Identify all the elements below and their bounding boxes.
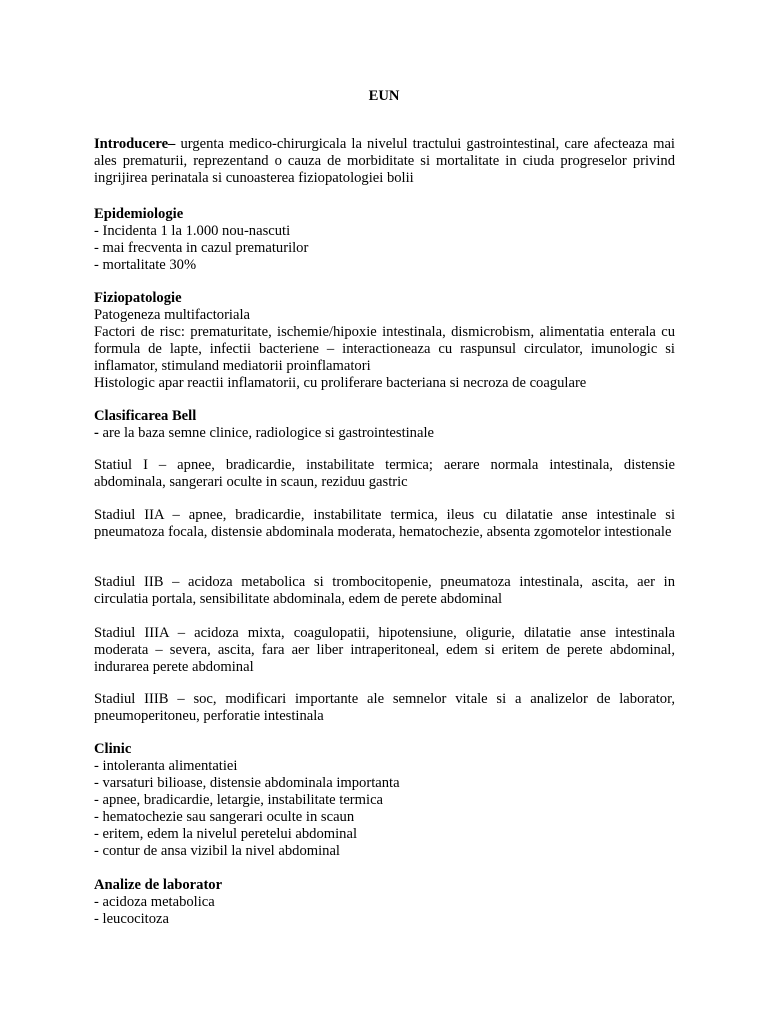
intro-text: urgenta medico-chirurgicala la nivelul tractului gastrointestinal, care afecteaza mai ales prematurii, reprezentand o cauza de morbiditate si mortalitate in ciuda progreselor privind ingrijirea perinatala si cunoasterea fiziopatologiei bolii	[94, 136, 675, 186]
stage-text: Statiul I – apnee, bradicardie, instabilitate termica; aerare normala intestinala, distensie abdominala, sangerari oculte in scaun, reziduu gastric	[94, 457, 675, 490]
list-item: - Incidenta 1 la 1.000 nou-nascuti	[94, 223, 291, 239]
list-item: - acidoza metabolica	[94, 894, 215, 910]
list-item: - apnee, bradicardie, letargie, instabilitate termica	[94, 792, 384, 808]
clasificare-subtitle-text: are la baza semne clinice, radiologice si gastrointestinale	[98, 425, 434, 441]
fiziopatologie-line: Histologic apar reactii inflamatorii, cu proliferare bacteriana si necroza de coagulare	[94, 375, 587, 391]
stage-paragraph-3	[94, 574, 675, 608]
list-item: - varsaturi bilioase, distensie abdominala importanta	[94, 775, 400, 791]
intro-heading: Introducere–	[94, 136, 176, 152]
stage-paragraph-2	[94, 507, 675, 541]
fiziopatologie-line: Factori de risc: prematuritate, ischemie/hipoxie intestinala, dismicrobism, alimentatia enterala cu formula de lapte, infectii bacteriene – interactioneaza cu raspunsul circulator, imunologic si inflamator, stimuland mediatorii proinflamatori	[94, 324, 675, 374]
fiziopatologie-line: Patogeneza multifactoriala	[94, 307, 250, 323]
laborator-list	[94, 894, 675, 928]
intro-paragraph	[94, 136, 675, 187]
clasificare-subtitle	[94, 425, 675, 442]
list-item: - mortalitate 30%	[94, 257, 197, 273]
section-clinic	[94, 741, 675, 860]
epidemiologie-heading: Epidemiologie	[94, 206, 184, 222]
clinic-heading: Clinic	[94, 741, 132, 757]
list-item: - intoleranta alimentatiei	[94, 758, 238, 774]
clinic-list	[94, 758, 675, 860]
fiziopatologie-heading: Fiziopatologie	[94, 290, 182, 306]
stage-paragraph-1	[94, 457, 675, 491]
section-introducere	[94, 136, 675, 187]
list-item: - contur de ansa vizibil la nivel abdominal	[94, 843, 340, 859]
document-title: EUN	[368, 88, 400, 104]
clasificare-dash: -	[94, 425, 99, 441]
section-epidemiologie	[94, 206, 675, 274]
stage-text: Stadiul IIA – apnee, bradicardie, instabilitate termica, ileus cu dilatatie anse intestinale si pneumatoza focala, distensie abdominala moderata, hematochezie, absenta zgomotelor intestionale	[94, 507, 675, 540]
section-fiziopatologie	[94, 290, 675, 392]
stage-paragraph-4	[94, 625, 675, 676]
list-item: - leucocitoza	[94, 911, 169, 927]
list-item: - eritem, edem la nivelul peretelui abdominal	[94, 826, 357, 842]
list-item: - mai frecventa in cazul prematurilor	[94, 240, 309, 256]
stage-text: Stadiul IIIB – soc, modificari importante ale semnelor vitale si a analizelor de laborator, pneumoperitoneu, perforatie intestinala	[94, 691, 675, 724]
stage-text: Stadiul IIIA – acidoza mixta, coagulopatii, hipotensiune, oligurie, dilatatie anse intestinala moderata – severa, ascita, fara aer liber intraperitoneal, edem si eritem de perete abdominal, indurarea perete abdominal	[94, 625, 675, 675]
stage-paragraph-5	[94, 691, 675, 725]
section-laborator	[94, 877, 675, 928]
epidemiologie-list	[94, 223, 675, 274]
clasificare-heading: Clasificarea Bell	[94, 408, 197, 424]
section-clasificare	[94, 408, 675, 442]
list-item: - hematochezie sau sangerari oculte in scaun	[94, 809, 355, 825]
stage-text: Stadiul IIB – acidoza metabolica si trombocitopenie, pneumatoza intestinala, ascita, aer in circulatia portala, sensibilitate abdominala, edem de perete abdominal	[94, 574, 675, 607]
laborator-heading: Analize de laborator	[94, 877, 223, 893]
